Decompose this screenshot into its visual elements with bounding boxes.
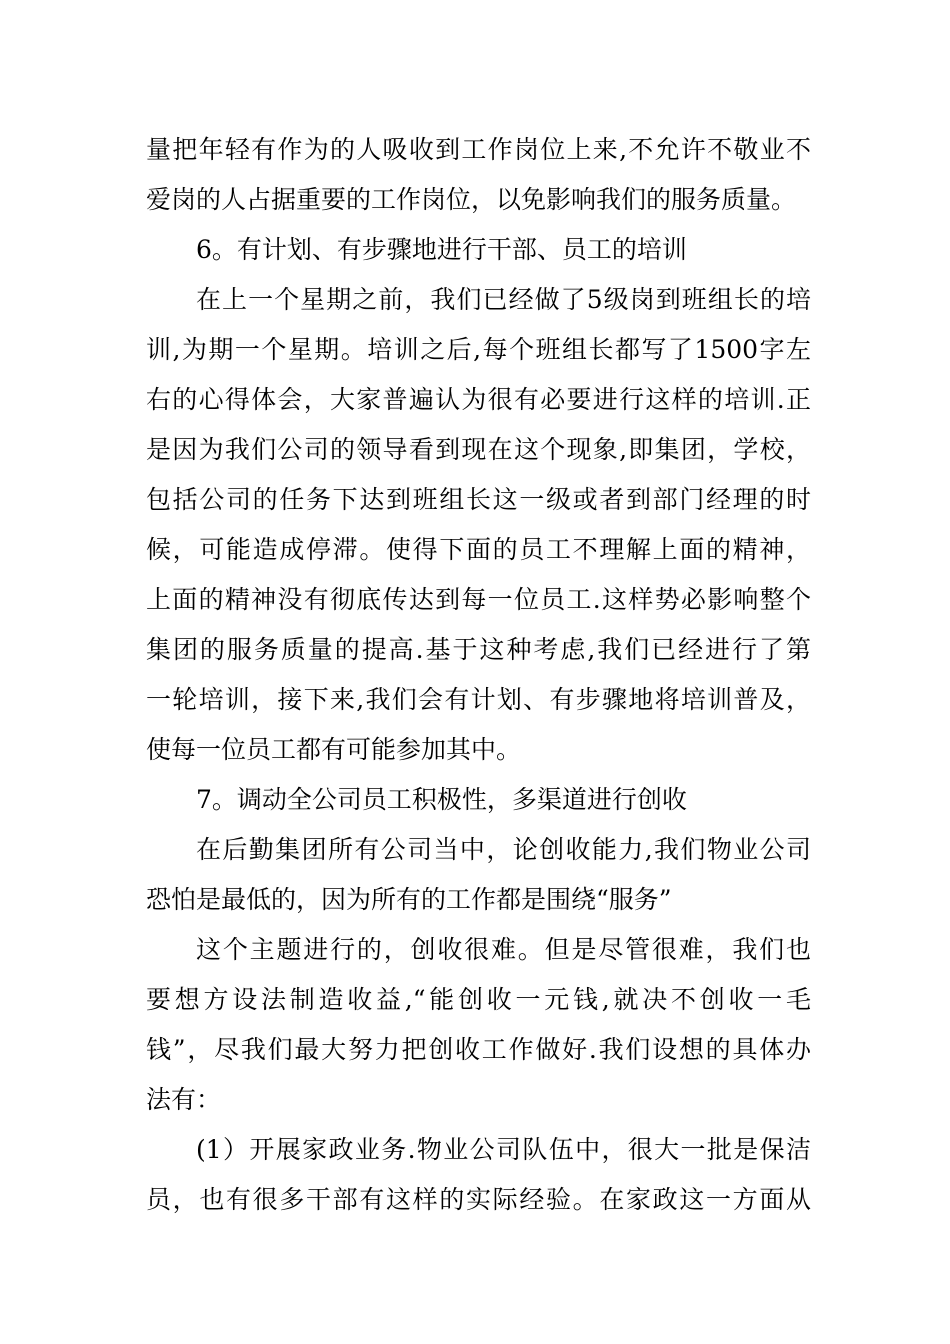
text-line-8: 包括公司的任务下达到班组长这一级或者到部门经理的时 <box>146 485 811 514</box>
text-line-22: 员，也有很多干部有这样的实际经验。在家政这一方面从 <box>146 1185 811 1214</box>
text-line-6: 右的心得体会，大家普遍认为很有必要进行这样的培训.正 <box>146 385 811 414</box>
text-line-5: 训,为期一个星期。培训之后,每个班组长都写了1500字左 <box>146 335 811 364</box>
text-line-18: 要想方设法制造收益,“能创收一元钱,就决不创收一毛 <box>146 985 811 1014</box>
section-heading-7: 7。调动全公司员工积极性，多渠道进行创收 <box>196 785 687 814</box>
text-line-12: 一轮培训，接下来,我们会有计划、有步骤地将培训普及， <box>146 685 811 714</box>
text-line-2: 爱岗的人占据重要的工作岗位，以免影响我们的服务质量。 <box>146 185 797 214</box>
text-line-15: 在后勤集团所有公司当中，论创收能力,我们物业公司 <box>196 835 811 864</box>
text-line-1: 量把年轻有作为的人吸收到工作岗位上来,不允许不敬业不 <box>146 135 811 164</box>
text-line-7: 是因为我们公司的领导看到现在这个现象,即集团，学校， <box>146 435 811 464</box>
section-heading-6: 6。有计划、有步骤地进行干部、员工的培训 <box>196 235 687 264</box>
text-line-11: 集团的服务质量的提高.基于这种考虑,我们已经进行了第 <box>146 635 811 664</box>
text-line-19: 钱”，尽我们最大努力把创收工作做好.我们设想的具体办 <box>146 1035 811 1064</box>
text-line-13: 使每一位员工都有可能参加其中。 <box>146 735 522 764</box>
text-line-10: 上面的精神没有彻底传达到每一位员工.这样势必影响整个 <box>146 585 811 614</box>
text-line-9: 候，可能造成停滞。使得下面的员工不理解上面的精神， <box>146 535 811 564</box>
text-line-17: 这个主题进行的，创收很难。但是尽管很难，我们也 <box>196 935 811 964</box>
text-line-4: 在上一个星期之前，我们已经做了5级岗到班组长的培 <box>196 285 811 314</box>
text-line-16: 恐怕是最低的，因为所有的工作都是围绕“服务” <box>146 885 672 914</box>
text-line-20: 法有： <box>146 1085 222 1114</box>
list-item-1: (1）开展家政业务.物业公司队伍中，很大一批是保洁 <box>196 1135 811 1164</box>
